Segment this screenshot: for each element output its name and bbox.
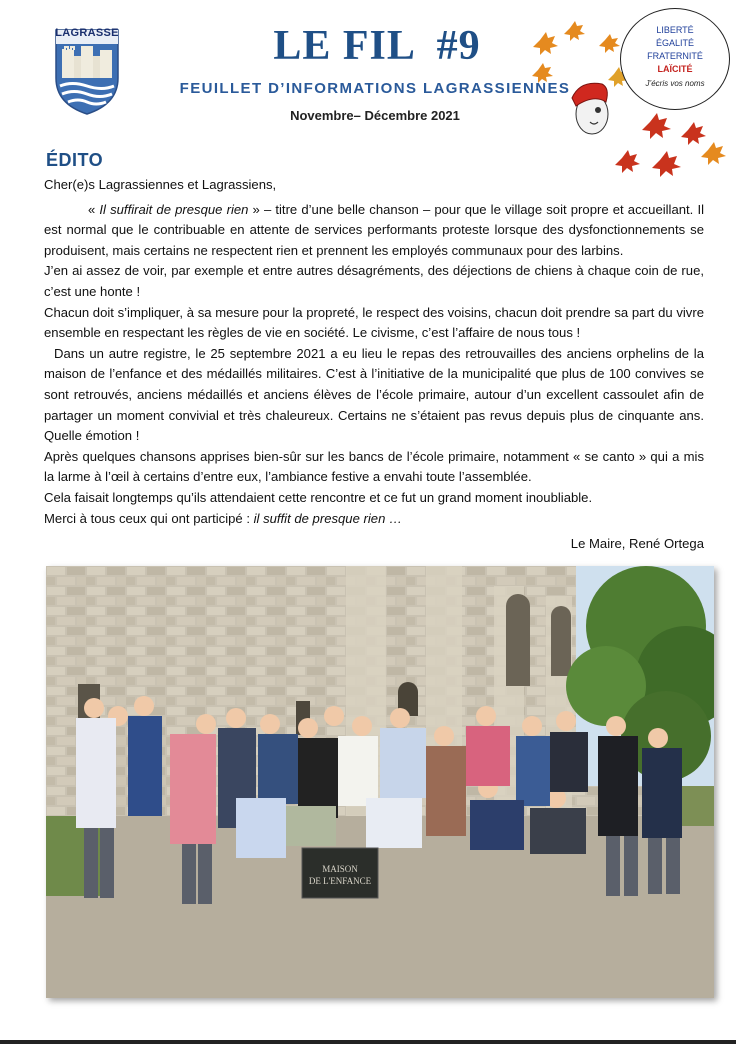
motto-fraternite: FRATERNITÉ [647,51,703,61]
republic-motto-badge [620,8,730,110]
paragraph-1 [44,200,704,262]
paragraph-7-quote: il suffit de presque rien … [253,510,403,526]
paragraph-7 [44,509,704,530]
newsletter-subtitle: FEUILLET D’INFORMATIONS LAGRASSIENNES [179,80,571,97]
song-title: Il suffirait de presque rien [99,201,249,217]
motto-egalite: ÉGALITÉ [655,38,694,48]
motto-liberte: LIBERTÉ [656,25,694,35]
salutation: Cher(e)s Lagrassiennes et Lagrassiens, [44,177,277,192]
paragraph-4: Dans un autre registre, le 25 septembre 2021 a eu lieu le repas des retrouvailles des anciens orphelins de la maison de l’enfance et des médaillés militaires. C’est à l’initiative de la municipalité que plus de 100 convives se sont retrouvés, anciens médaillés et anciens élèves de l’école primaire, autour d’un excellent cassoulet afin de partager un moment convivial et très chaleureux. Certains ne s’étaient pas revus depuis plus de cinquante ans. Quelle émotion ! [44,345,704,444]
lagrasse-crest [52,26,122,116]
paragraph-7-lead: Merci à tous ceux qui ont participé : [44,510,254,526]
paragraph-6: Cela faisait longtemps qu’ils attendaient cette rencontre et ce fut un grand moment inoubliable. [44,489,593,505]
paragraph-2: J’en ai assez de voir, par exemple et entre autres désagréments, des déjections de chiens à chaque coin de rue, c’est une honte ! [44,263,704,299]
mayor-signature: Le Maire, René Ortega [570,536,704,552]
motto-signature: J’écris vos noms [645,79,705,88]
edito-heading: ÉDITO [46,150,104,170]
paragraph-5: Après quelques chansons apprises bien-sûr sur les bancs de l’école primaire, notamment « se canto » qui a mis la larme à l’œil à certains d’entre eux, l’ambiance festive a envahi toute l’assemblée. [44,448,704,485]
group-photo [46,566,714,998]
page-bottom-rule [0,1040,736,1044]
group-photo-illustration [46,566,714,998]
paragraph-1-rest: » – titre d’une belle chanson – pour que le village soit propre et accueillant. Il est normal que le contribuable en attente de services performants proteste lorsque des dysfonctionnements se produisent, mais certains ne respectent rien et prennent les employés communaux pour des larbins. [44,201,704,258]
plaque-line-2: DE L'ENFANCE [308,876,372,886]
motto-laicite: LAÏCITÉ [657,64,693,74]
newsletter-title: LE FIL #9 [273,23,481,69]
edito-body [44,175,704,555]
crest-label: LAGRASSE [55,27,119,39]
issue-date: Novembre– Décembre 2021 [290,108,460,123]
memorial-plaque [302,848,378,898]
plaque-line-1: MAISON [322,864,358,874]
quote-open: « [88,201,100,217]
paragraph-3: Chacun doit s’impliquer, à sa mesure pour la propreté, le respect des voisins, chacun doit prendre sa part du vivre ensemble en respectant les règles de vie en société. Le civisme, c’est l’affaire de nous tous ! [44,304,704,341]
